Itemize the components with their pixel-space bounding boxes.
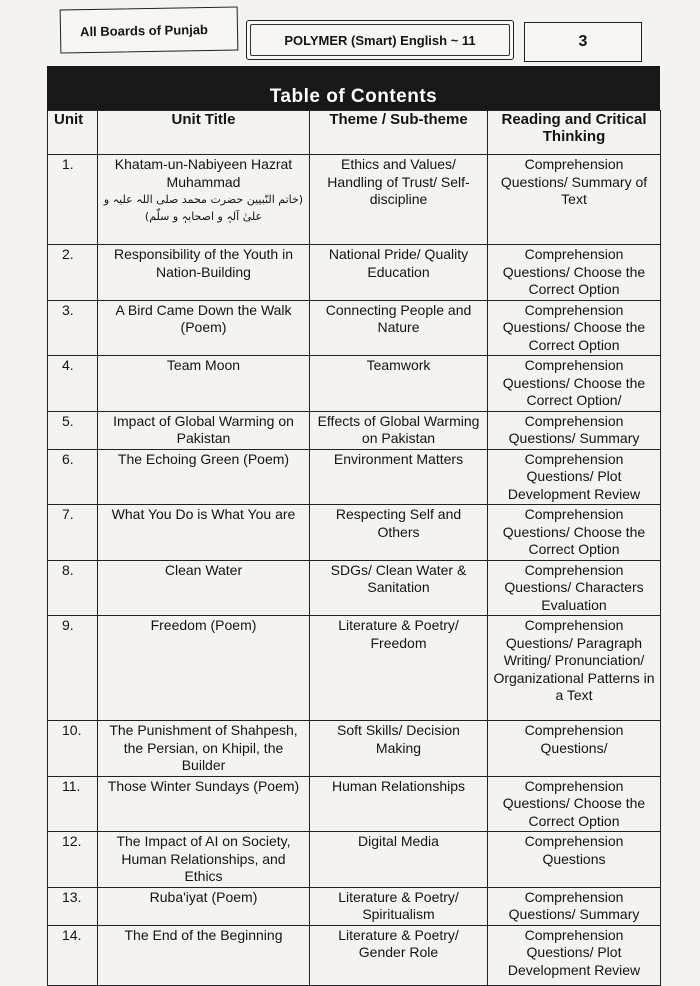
unit-title-text: Freedom (Poem) <box>150 617 257 633</box>
unit-theme-text: Digital Media <box>358 833 439 849</box>
col-header-title: Unit Title <box>98 111 310 155</box>
unit-number <box>48 616 98 721</box>
unit-reading-text: Comprehension Questions/ Paragraph Writing/ Pronunciation/ Organizational Patterns in a Text <box>493 617 655 703</box>
page-number-box <box>524 22 642 62</box>
unit-title <box>98 887 310 925</box>
unit-title-text: Khatam-un-Nabiyeen Hazrat Muhammad <box>114 156 293 190</box>
unit-title-text: Those Winter Sundays (Poem) <box>107 777 300 794</box>
unit-reading <box>488 832 661 888</box>
unit-number-text: 2. <box>62 246 74 262</box>
toc-row <box>48 505 661 561</box>
unit-number <box>48 832 98 888</box>
unit-theme <box>310 560 488 616</box>
unit-theme <box>310 245 488 301</box>
col-header-reading: Reading and Critical Thinking <box>488 111 661 155</box>
unit-title-text: Clean Water <box>164 561 243 578</box>
unit-title-text: Team Moon <box>166 357 241 373</box>
board-label-box <box>60 6 239 53</box>
unit-theme <box>310 411 488 449</box>
unit-reading <box>488 616 661 721</box>
unit-number <box>48 155 98 245</box>
page-number: 3 <box>578 33 588 50</box>
unit-number <box>48 721 98 777</box>
unit-theme-text: Soft Skills/ Decision Making <box>337 722 460 756</box>
unit-title <box>98 300 310 356</box>
toc-table <box>47 110 661 986</box>
unit-reading <box>488 245 661 301</box>
unit-theme-text: Effects of Global Warming on Pakistan <box>317 412 480 446</box>
toc-row <box>48 832 661 888</box>
unit-theme-text: Literature & Poetry/ Spiritualism <box>338 888 459 922</box>
toc-row <box>48 887 661 925</box>
unit-reading <box>488 721 661 777</box>
unit-title <box>98 776 310 832</box>
unit-title <box>98 560 310 616</box>
unit-reading <box>488 300 661 356</box>
unit-theme <box>310 300 488 356</box>
unit-theme-text: National Pride/ Quality Education <box>328 246 469 280</box>
unit-theme <box>310 616 488 721</box>
unit-reading-text: Comprehension Questions/ Summary of Text <box>500 156 648 207</box>
unit-reading <box>488 776 661 832</box>
unit-number-text: 12. <box>62 833 82 849</box>
unit-reading <box>488 887 661 925</box>
unit-number-text: 13. <box>62 888 82 905</box>
unit-title <box>98 721 310 777</box>
unit-theme-text: Literature & Poetry/ Freedom <box>338 617 459 651</box>
unit-reading-text: Comprehension Questions/ Choose the Correct Option/ <box>502 357 646 408</box>
unit-number <box>48 245 98 301</box>
toc-row <box>48 300 661 356</box>
unit-title-text: The Echoing Green (Poem) <box>117 450 290 467</box>
unit-title-text: The Impact of AI on Society, Human Relationships, and Ethics <box>116 833 291 884</box>
toc-row <box>48 560 661 616</box>
unit-title-text: Ruba'iyat (Poem) <box>149 888 258 905</box>
unit-number <box>48 356 98 412</box>
unit-reading-text: Comprehension Questions/ Choose the Correct Option <box>502 301 646 353</box>
unit-theme <box>310 887 488 925</box>
toc-row <box>48 155 661 245</box>
toc-row <box>48 411 661 449</box>
unit-title <box>98 832 310 888</box>
toc-row <box>48 449 661 505</box>
unit-reading-text: Comprehension Questions/ Summary <box>508 412 640 446</box>
unit-number-text: 1. <box>62 156 74 172</box>
book-label-box <box>246 20 514 60</box>
unit-theme-text: Environment Matters <box>333 450 464 467</box>
table-of-contents <box>47 66 660 986</box>
unit-title-text: What You Do is What You are <box>111 506 296 522</box>
unit-reading <box>488 155 661 245</box>
unit-theme-text: Human Relationships <box>331 777 466 794</box>
unit-title <box>98 411 310 449</box>
unit-theme <box>310 505 488 561</box>
unit-reading-text: Comprehension Questions/ Characters Evaluation <box>504 561 644 613</box>
unit-reading <box>488 560 661 616</box>
unit-title-text: Impact of Global Warming on Pakistan <box>113 412 294 446</box>
toc-row <box>48 356 661 412</box>
unit-reading <box>488 505 661 561</box>
unit-theme <box>310 449 488 505</box>
unit-title <box>98 155 310 245</box>
toc-title: Table of Contents <box>269 86 438 107</box>
col-header-unit: Unit <box>48 111 98 155</box>
unit-number-text: 4. <box>62 357 74 373</box>
unit-title-text: A Bird Came Down the Walk (Poem) <box>115 301 292 335</box>
unit-reading <box>488 411 661 449</box>
unit-number <box>48 776 98 832</box>
unit-theme <box>310 155 488 245</box>
unit-title-text: The Punishment of Shahpesh, the Persian, on Khipil, the Builder <box>109 722 298 773</box>
unit-reading-text: Comprehension Questions/ Choose the Correct Option <box>502 777 646 829</box>
unit-reading <box>488 449 661 505</box>
unit-reading-text: Comprehension Questions/ Plot Development Review <box>507 926 641 978</box>
unit-reading-text: Comprehension Questions/ Summary <box>508 888 640 922</box>
unit-number-text: 14. <box>62 926 82 943</box>
unit-theme-text: Ethics and Values/ Handling of Trust/ Self-discipline <box>327 156 470 207</box>
unit-theme <box>310 925 488 985</box>
unit-number-text: 8. <box>62 561 74 578</box>
unit-number-text: 6. <box>62 450 74 467</box>
unit-reading-text: Comprehension Questions/ Choose the Correct Option <box>502 246 646 297</box>
unit-theme-text: Respecting Self and Others <box>335 506 462 540</box>
unit-reading <box>488 356 661 412</box>
unit-number <box>48 560 98 616</box>
unit-title <box>98 616 310 721</box>
unit-theme-text: Teamwork <box>366 357 431 373</box>
unit-number-text: 7. <box>62 506 74 522</box>
unit-theme <box>310 832 488 888</box>
unit-number-text: 10. <box>62 722 82 738</box>
unit-reading <box>488 925 661 985</box>
unit-title <box>98 925 310 985</box>
toc-row <box>48 925 661 985</box>
board-label: All Boards of Punjab <box>79 21 209 39</box>
toc-row <box>48 721 661 777</box>
unit-number-text: 3. <box>62 301 74 318</box>
unit-reading-text: Comprehension Questions/ Plot Development Review <box>507 450 641 502</box>
toc-title-banner <box>47 66 660 110</box>
toc-row <box>48 245 661 301</box>
unit-theme-text: Connecting People and Nature <box>325 301 472 335</box>
unit-reading-text: Comprehension Questions <box>524 833 624 867</box>
unit-number <box>48 449 98 505</box>
unit-theme-text: Literature & Poetry/ Gender Role <box>338 926 459 960</box>
unit-number <box>48 887 98 925</box>
book-label: POLYMER (Smart) English ~ 11 <box>284 32 476 48</box>
unit-number-text: 11. <box>62 777 81 794</box>
unit-title-text: The End of the Beginning <box>124 926 283 943</box>
unit-theme <box>310 776 488 832</box>
unit-number <box>48 925 98 985</box>
col-header-theme: Theme / Sub-theme <box>310 111 488 155</box>
toc-row <box>48 616 661 721</box>
unit-title-text: Responsibility of the Youth in Nation-Building <box>113 246 293 280</box>
unit-number <box>48 411 98 449</box>
unit-number-text: 9. <box>62 617 74 633</box>
unit-theme-text: SDGs/ Clean Water & Sanitation <box>330 561 467 595</box>
toc-header-row <box>48 111 661 155</box>
toc-row <box>48 776 661 832</box>
unit-title <box>98 356 310 412</box>
unit-title <box>98 449 310 505</box>
unit-theme <box>310 356 488 412</box>
unit-title-urdu: (خاتم النّبیین حضرت محمد صلی اللہ علیہ و علیٰ آلہٖ و اصحابہٖ و سلّم) <box>103 193 304 223</box>
unit-theme <box>310 721 488 777</box>
unit-title <box>98 505 310 561</box>
unit-number <box>48 300 98 356</box>
unit-reading-text: Comprehension Questions/ Choose the Correct Option <box>502 506 646 557</box>
unit-reading-text: Comprehension Questions/ <box>524 722 624 756</box>
unit-title <box>98 245 310 301</box>
unit-number-text: 5. <box>62 412 74 429</box>
unit-number <box>48 505 98 561</box>
